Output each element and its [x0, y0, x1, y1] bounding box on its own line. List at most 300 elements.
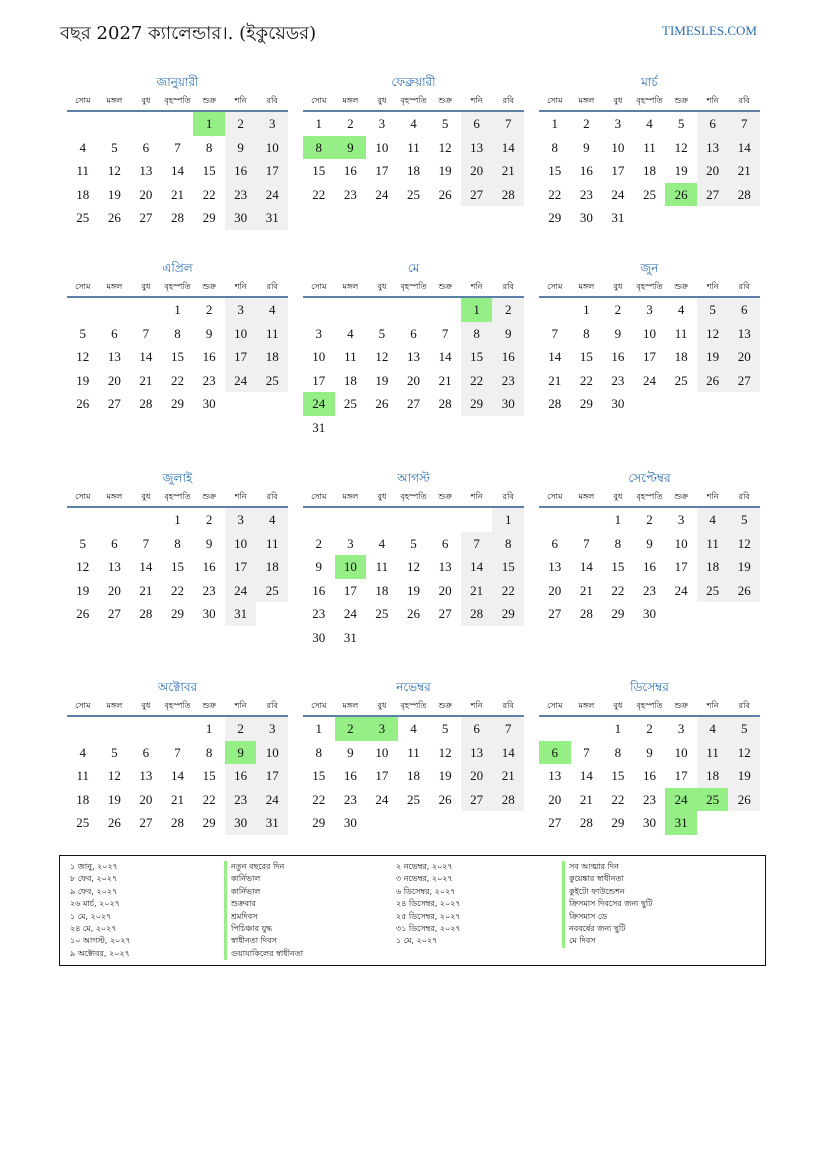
day-cell: 4	[410, 116, 417, 131]
legend-date: ২৪ ডিসেম্বর, ২০২৭	[396, 899, 461, 909]
weekday-label: সোম	[547, 96, 563, 105]
day-cell: 26	[438, 791, 452, 807]
weekday-label: বৃহস্পতি	[164, 701, 191, 710]
empty-cell	[99, 717, 131, 741]
weekday-label: শনি	[234, 492, 247, 501]
weekday-label: রবি	[266, 701, 278, 710]
day-cell: 20	[139, 186, 153, 202]
day-cell: 26	[375, 396, 389, 412]
day-cell: 8	[205, 744, 213, 760]
day-cell: 16	[202, 559, 216, 575]
month-name: ডিসেম্বর	[630, 680, 669, 694]
day-cell: 31	[225, 602, 257, 626]
weekday-label: বুধ	[613, 701, 623, 710]
day-cell: 22	[312, 186, 326, 202]
day-cell: 22	[611, 791, 625, 807]
day-cell: 20	[406, 372, 420, 388]
day-cell: 14	[170, 163, 184, 179]
weekday-label: শনি	[706, 282, 719, 291]
day-cell: 9	[583, 139, 590, 155]
day-cell: 15	[202, 768, 216, 784]
day-cell: 6	[410, 325, 417, 341]
day-cell: 2	[583, 116, 590, 131]
month-block	[67, 258, 288, 416]
day-cell: 1	[614, 721, 622, 736]
empty-cell	[539, 298, 571, 322]
weekday-header	[67, 488, 288, 508]
day-cell: 29	[170, 396, 184, 412]
day-cell: 10	[674, 744, 688, 760]
day-cell: 24	[674, 582, 688, 598]
day-cell: 30	[611, 396, 625, 412]
day-cell: 4	[79, 744, 87, 760]
day-cell: 22	[202, 791, 216, 807]
day-cell: 4	[697, 508, 729, 532]
day-cell: 18	[375, 582, 389, 598]
day-cell: 22	[202, 186, 216, 202]
day-cell: 22	[611, 582, 625, 598]
day-cell: 16	[312, 582, 326, 598]
weekday-label: রবি	[738, 96, 750, 105]
weekday-label: রবি	[266, 492, 278, 501]
day-cell: 28	[492, 183, 524, 207]
day-cell: 26	[728, 579, 760, 603]
weekday-label: বৃহস্পতি	[636, 282, 663, 291]
holiday-day-cell: 1	[461, 298, 493, 322]
empty-cell	[398, 298, 430, 322]
day-cell: 12	[76, 559, 90, 575]
day-cell: 4	[256, 508, 288, 532]
day-cell: 25	[642, 186, 656, 202]
empty-cell	[366, 508, 398, 532]
day-cell: 24	[225, 369, 257, 393]
day-cell: 16	[343, 768, 357, 784]
day-cell: 6	[111, 535, 118, 551]
day-cell: 21	[728, 159, 760, 183]
day-cell: 24	[611, 186, 625, 202]
weekday-header	[67, 278, 288, 298]
day-cell: 14	[579, 559, 593, 575]
day-cell: 26	[728, 788, 760, 812]
day-cell: 16	[343, 163, 357, 179]
legend-date: ২৪ মে, ২০২৭	[70, 924, 117, 934]
day-cell: 21	[139, 372, 153, 388]
day-cell: 23	[343, 186, 357, 202]
empty-cell	[162, 112, 194, 136]
day-cell: 19	[406, 582, 420, 598]
day-cell: 11	[76, 768, 90, 784]
day-cell: 7	[551, 325, 559, 341]
day-cell: 5	[79, 535, 87, 551]
weekday-label: রবি	[502, 282, 514, 291]
day-cell: 1	[205, 721, 213, 736]
day-cell: 29	[492, 602, 524, 626]
weekday-label: বুধ	[377, 96, 387, 105]
day-cell: 18	[697, 555, 729, 579]
day-cell: 27	[548, 606, 562, 622]
day-cell: 26	[76, 606, 90, 622]
legend-date: ১ জানু, ২০২৭	[70, 862, 118, 871]
weekday-label: শুক্র	[674, 282, 688, 291]
day-cell: 1	[174, 302, 181, 317]
day-cell: 2	[225, 717, 257, 741]
day-cell: 21	[492, 764, 524, 788]
weekday-label: শুক্র	[674, 492, 688, 501]
day-cell: 2	[205, 302, 213, 317]
holiday-day-cell: 10	[335, 555, 367, 579]
day-cell: 20	[697, 159, 729, 183]
day-cell: 4	[79, 139, 87, 155]
day-cell: 13	[548, 768, 562, 784]
day-cell: 16	[579, 163, 593, 179]
legend-date: ৯ ফেব, ২০২৭	[70, 886, 118, 896]
day-cell: 21	[461, 579, 493, 603]
weekday-header	[67, 697, 288, 717]
day-cell: 8	[492, 532, 524, 556]
day-cell: 15	[492, 555, 524, 579]
weekday-label: মঙ্গল	[342, 282, 359, 291]
day-cell: 20	[107, 582, 121, 598]
weekday-label: সোম	[75, 96, 91, 105]
weekday-label: সোম	[75, 492, 91, 501]
day-cell: 23	[225, 788, 257, 812]
month-name: আগস্ট	[397, 471, 430, 485]
day-cell: 16	[202, 349, 216, 365]
weekday-label: বুধ	[141, 96, 151, 105]
day-cell: 22	[492, 579, 524, 603]
month-block	[539, 72, 760, 230]
weekday-label: বুধ	[141, 492, 151, 501]
weekday-label: সোম	[547, 701, 563, 710]
day-cell: 19	[107, 186, 121, 202]
day-cell: 27	[406, 396, 420, 412]
day-cell: 29	[312, 815, 326, 831]
day-cell: 12	[728, 741, 760, 765]
weekday-label: মঙ্গল	[106, 282, 123, 291]
day-cell: 17	[256, 764, 288, 788]
day-cell: 10	[256, 136, 288, 160]
day-cell: 14	[492, 741, 524, 765]
day-cell: 7	[461, 532, 493, 556]
legend-holiday-name: কুয়েঙ্কার স্বাধীনতা	[562, 873, 653, 885]
weekday-label: মঙ্গল	[106, 96, 123, 105]
day-cell: 27	[139, 815, 153, 831]
empty-cell	[67, 112, 99, 136]
empty-cell	[429, 508, 461, 532]
empty-cell	[539, 717, 571, 741]
day-cell: 23	[492, 369, 524, 393]
day-cell: 21	[139, 582, 153, 598]
day-cell: 18	[256, 345, 288, 369]
day-cell: 10	[225, 322, 257, 346]
empty-cell	[130, 112, 162, 136]
day-grid	[67, 717, 288, 835]
day-cell: 19	[107, 791, 121, 807]
day-cell: 13	[107, 559, 121, 575]
day-cell: 4	[697, 717, 729, 741]
day-cell: 28	[461, 602, 493, 626]
day-cell: 5	[697, 298, 729, 322]
day-grid	[539, 508, 760, 626]
day-cell: 22	[579, 372, 593, 388]
page-title: বছর 2027 ক্যালেন্ডার।. (ইকুয়েডর)	[60, 23, 317, 44]
day-cell: 12	[406, 559, 420, 575]
month-block	[303, 72, 524, 206]
day-cell: 14	[170, 768, 184, 784]
day-cell: 15	[611, 768, 625, 784]
empty-cell	[335, 508, 367, 532]
legend-holiday-name: শ্রমদিবস	[224, 911, 303, 923]
day-cell: 15	[170, 349, 184, 365]
empty-cell	[539, 508, 571, 532]
day-cell: 17	[225, 555, 257, 579]
legend-date: ২৫ ডিসেম্বর, ২০২৭	[396, 911, 461, 921]
day-cell: 20	[107, 372, 121, 388]
day-cell: 8	[461, 322, 493, 346]
legend-holiday-name: সব আত্মার দিন	[562, 861, 653, 873]
day-cell: 8	[205, 139, 213, 155]
day-cell: 28	[170, 210, 184, 226]
day-cell: 12	[107, 163, 121, 179]
legend-holiday-name: ক্রিসমাস ডে	[562, 911, 653, 923]
day-cell: 5	[441, 721, 449, 736]
day-cell: 25	[76, 815, 90, 831]
weekday-label: মঙ্গল	[342, 96, 359, 105]
day-grid	[539, 298, 760, 416]
day-cell: 30	[202, 396, 216, 412]
day-cell: 27	[139, 210, 153, 226]
day-cell: 7	[174, 744, 181, 760]
day-cell: 12	[375, 349, 389, 365]
day-cell: 31	[611, 210, 625, 226]
day-cell: 9	[492, 322, 524, 346]
weekday-label: সোম	[311, 96, 327, 105]
day-cell: 27	[461, 183, 493, 207]
empty-cell	[67, 508, 99, 532]
day-cell: 1	[614, 512, 622, 527]
day-cell: 16	[611, 349, 625, 365]
day-cell: 27	[461, 788, 493, 812]
holiday-day-cell: 26	[665, 183, 697, 207]
day-cell: 15	[202, 163, 216, 179]
day-cell: 30	[642, 815, 656, 831]
legend-date: ৩১ ডিসেম্বর, ২০২৭	[396, 924, 461, 934]
weekday-label: বুধ	[613, 282, 623, 291]
day-cell: 9	[315, 559, 323, 575]
day-cell: 14	[139, 559, 153, 575]
weekday-label: শনি	[706, 492, 719, 501]
day-cell: 12	[76, 349, 90, 365]
day-cell: 9	[646, 744, 653, 760]
day-cell: 7	[492, 112, 524, 136]
empty-cell	[130, 717, 162, 741]
day-cell: 29	[202, 210, 216, 226]
day-cell: 23	[642, 582, 656, 598]
weekday-label: রবি	[502, 96, 514, 105]
empty-cell	[335, 298, 367, 322]
day-cell: 3	[225, 298, 257, 322]
day-cell: 19	[76, 372, 90, 388]
day-cell: 7	[174, 139, 181, 155]
weekday-label: বৃহস্পতি	[164, 492, 191, 501]
day-cell: 7	[441, 325, 449, 341]
weekday-label: সোম	[311, 701, 327, 710]
day-cell: 20	[461, 159, 493, 183]
day-cell: 30	[312, 629, 326, 645]
day-cell: 4	[256, 298, 288, 322]
weekday-label: সোম	[311, 282, 327, 291]
day-grid	[303, 112, 524, 206]
weekday-label: শুক্র	[202, 282, 216, 291]
weekday-label: বুধ	[377, 701, 387, 710]
day-cell: 14	[548, 349, 562, 365]
legend-date: ১ মে, ২০২৭	[396, 936, 438, 946]
day-cell: 10	[256, 741, 288, 765]
day-cell: 25	[256, 369, 288, 393]
day-cell: 4	[410, 721, 417, 736]
empty-cell	[99, 112, 131, 136]
day-cell: 11	[76, 163, 90, 179]
weekday-label: বুধ	[377, 282, 387, 291]
day-cell: 18	[76, 186, 90, 202]
day-cell: 29	[611, 606, 625, 622]
day-cell: 13	[728, 322, 760, 346]
legend-holiday-name: ক্রিসমাস দিবসের জন্য ছুটি	[562, 898, 653, 910]
month-name: জুলাই	[162, 471, 193, 485]
day-cell: 9	[347, 744, 354, 760]
day-cell: 15	[312, 768, 326, 784]
legend-date: ২ নভেম্বর, ২০২৭	[396, 862, 453, 871]
day-cell: 7	[728, 112, 760, 136]
day-cell: 11	[643, 139, 656, 155]
day-cell: 1	[174, 512, 181, 527]
day-cell: 5	[410, 535, 417, 551]
empty-cell	[130, 508, 162, 532]
day-cell: 23	[579, 186, 593, 202]
weekday-label: রবি	[502, 492, 514, 501]
day-cell: 17	[674, 559, 688, 575]
day-cell: 6	[111, 325, 118, 341]
day-cell: 24	[642, 372, 656, 388]
day-cell: 13	[461, 136, 493, 160]
day-cell: 13	[461, 741, 493, 765]
empty-cell	[99, 508, 131, 532]
day-cell: 3	[315, 325, 323, 341]
legend-holiday-name: গুয়াযাকিলের স্বাধীনতা	[224, 948, 303, 960]
day-cell: 6	[142, 139, 150, 155]
holiday-day-cell: 2	[335, 717, 367, 741]
holiday-day-cell: 8	[303, 136, 335, 160]
day-cell: 30	[579, 210, 593, 226]
day-cell: 21	[548, 372, 562, 388]
day-cell: 8	[174, 535, 181, 551]
day-cell: 19	[438, 163, 452, 179]
day-cell: 25	[76, 210, 90, 226]
site-link[interactable]: TIMESLES.COM	[662, 23, 757, 38]
day-cell: 14	[728, 136, 760, 160]
day-cell: 26	[76, 396, 90, 412]
day-cell: 20	[438, 582, 452, 598]
day-cell: 24	[225, 579, 257, 603]
weekday-header	[539, 488, 760, 508]
holiday-day-cell: 9	[335, 136, 367, 160]
weekday-label: শুক্র	[438, 701, 452, 710]
weekday-label: রবি	[502, 701, 514, 710]
month-block	[303, 677, 524, 835]
month-name: অক্টোবর	[157, 680, 198, 694]
day-cell: 11	[697, 741, 729, 765]
month-name: ফেব্রুয়ারী	[391, 75, 436, 89]
weekday-label: রবি	[738, 701, 750, 710]
day-cell: 28	[492, 788, 524, 812]
weekday-label: বৃহস্পতি	[400, 96, 427, 105]
day-cell: 3	[256, 717, 288, 741]
day-cell: 15	[579, 349, 593, 365]
day-cell: 1	[315, 721, 323, 736]
day-cell: 31	[256, 811, 288, 835]
day-cell: 28	[438, 396, 452, 412]
legend-holiday-name: মে দিবস	[562, 935, 653, 947]
day-cell: 23	[343, 791, 357, 807]
weekday-label: শনি	[470, 701, 483, 710]
day-cell: 8	[614, 744, 622, 760]
day-cell: 25	[256, 579, 288, 603]
day-cell: 9	[225, 136, 257, 160]
weekday-header	[303, 697, 524, 717]
empty-cell	[303, 298, 335, 322]
weekday-label: সোম	[547, 492, 563, 501]
day-cell: 3	[347, 535, 354, 551]
day-cell: 16	[225, 159, 257, 183]
weekday-label: বুধ	[613, 96, 623, 105]
legend-holiday-name: কুইটো ফাউন্ডেশন	[562, 886, 653, 898]
day-cell: 13	[438, 559, 452, 575]
day-cell: 19	[76, 582, 90, 598]
day-cell: 24	[375, 791, 389, 807]
day-cell: 26	[107, 210, 121, 226]
day-cell: 6	[551, 535, 559, 551]
day-cell: 13	[548, 559, 562, 575]
day-cell: 19	[375, 372, 389, 388]
day-cell: 13	[406, 349, 420, 365]
day-cell: 14	[579, 768, 593, 784]
day-cell: 4	[378, 535, 386, 551]
day-cell: 19	[728, 764, 760, 788]
day-cell: 13	[139, 163, 153, 179]
weekday-label: শুক্র	[202, 96, 216, 105]
day-cell: 28	[139, 606, 153, 622]
day-cell: 5	[111, 744, 118, 760]
day-cell: 18	[697, 764, 729, 788]
day-cell: 2	[646, 721, 653, 736]
month-name: এপ্রিল	[162, 261, 193, 275]
month-block	[67, 72, 288, 230]
day-cell: 21	[579, 791, 593, 807]
weekday-label: বৃহস্পতি	[400, 282, 427, 291]
day-cell: 24	[256, 183, 288, 207]
weekday-label: রবি	[266, 282, 278, 291]
weekday-label: বৃহস্পতি	[636, 701, 663, 710]
empty-cell	[303, 508, 335, 532]
empty-cell	[429, 298, 461, 322]
day-cell: 26	[107, 815, 121, 831]
day-cell: 8	[583, 325, 590, 341]
weekday-label: বৃহস্পতি	[400, 701, 427, 710]
holiday-day-cell: 1	[193, 112, 225, 136]
day-cell: 23	[642, 791, 656, 807]
day-cell: 8	[315, 744, 323, 760]
legend-date: ৩ নভেম্বর, ২০২৭	[396, 874, 453, 884]
